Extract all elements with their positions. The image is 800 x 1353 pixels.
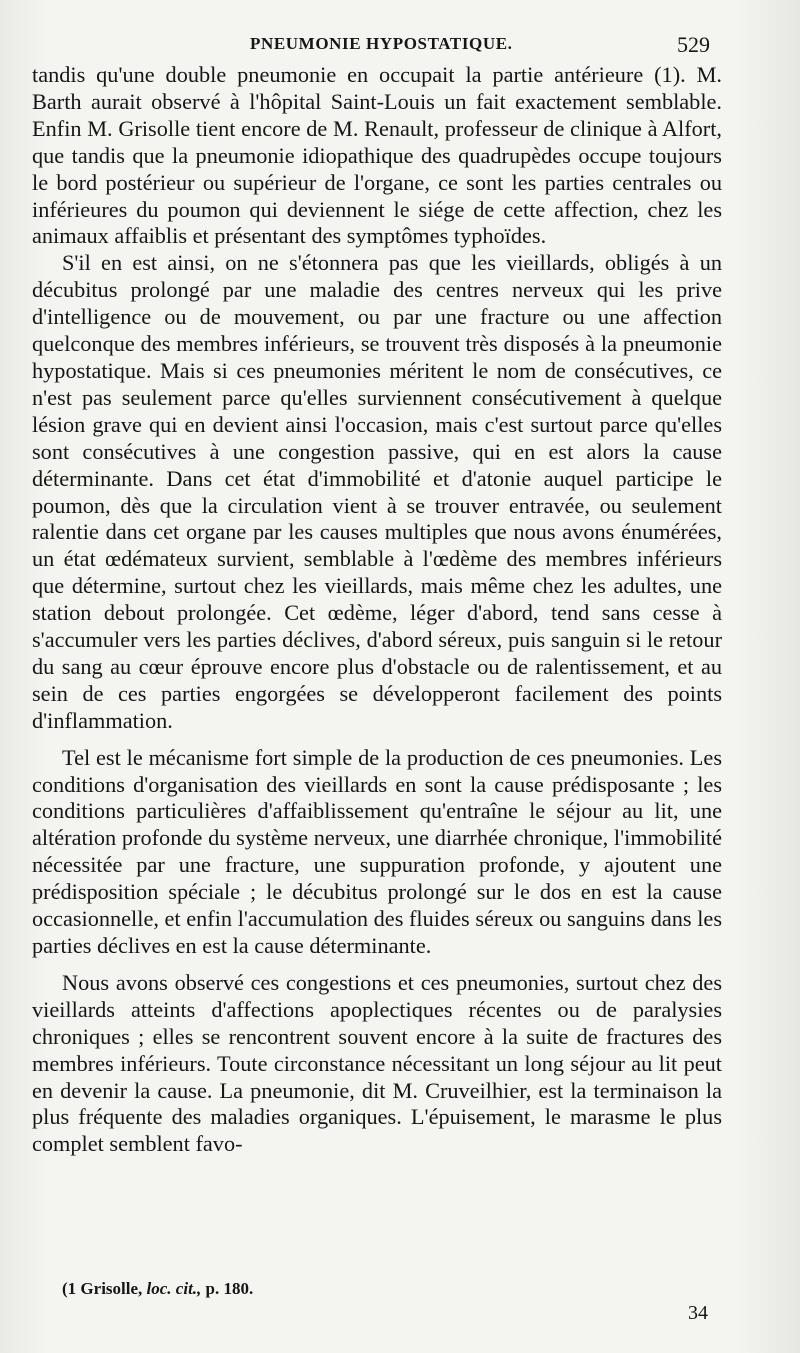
footnote: [62, 1279, 253, 1299]
footnote-reference: loc. cit.,: [146, 1279, 202, 1298]
footnote-marker: (1: [62, 1279, 77, 1298]
footnote-author: Grisolle,: [80, 1279, 143, 1298]
running-header: [32, 32, 718, 64]
paragraph-2: S'il en est ainsi, on ne s'étonnera pas que les vieillards, obligés à un décubitus prolongé par une maladie des centres nerveux qui les prive d'intelligence ou de mouvement, ou par une fracture ou une affection quelconque des membres inférieurs, se trouvent très disposés à la pneumonie hypostatique. Mais si ces pneumonies méritent le nom de consécutives, ce n'est pas seulement parce qu'elles surviennent consécutivement à quelque lésion grave qui en devient ainsi l'occasion, mais c'est surtout parce qu'elles sont consécutives à une congestion passive, qui en est alors la cause déterminante. Dans cet état d'immobilité et d'atonie auquel participe le poumon, dès que la circulation vient à se trouver entravée, ou seulement ralentie dans cet organe par les causes multiples que nous avons énumérées, un état œdémateux survient, semblable à l'œdème des membres inférieurs que détermine, surtout chez les vieillards, mais même chez les adultes, une station debout prolongée. Cet œdème, léger d'abord, tend sans cesse à s'accumuler vers les parties déclives, d'abord séreux, puis sanguin si le retour du sang au cœur éprouve encore plus d'obstacle ou de ralentissement, et au sein de ces parties engorgées se développeront facilement des points d'inflammation.: [32, 250, 722, 733]
signature-mark: 34: [688, 1302, 708, 1324]
paragraph-3: Tel est le mécanisme fort simple de la production de ces pneumonies. Les conditions d'organisation des vieillards en sont la cause prédisposante ; les conditions particulières d'affaiblissement qu'entraîne le séjour au lit, une altération profonde du système nerveux, une diarrhée chronique, l'immobilité nécessitée par une fracture, une suppuration profonde, y ajoutent une prédisposition spéciale ; le décubitus prolongé sur le dos en est la cause occasionnelle, et enfin l'accumulation des fluides séreux ou sanguins dans les parties déclives en est la cause déterminante.: [32, 744, 722, 958]
paragraph-4: Nous avons observé ces congestions et ces pneumonies, surtout chez des vieillards atteints d'affections apoplectiques récentes ou de paralysies chroniques ; elles se rencontrent souvent encore à la suite de fractures des membres inférieurs. Toute circonstance nécessitant un long séjour au lit peut en devenir la cause. La pneumonie, dit M. Cruveilhier, est la terminaison la plus fréquente des maladies organiques. L'épuisement, le marasme le plus complet semblent favo-: [32, 969, 722, 1157]
main-text: [32, 62, 722, 1158]
paragraph-1: tandis qu'une double pneumonie en occupait la partie antérieure (1). M. Barth aurait observé à l'hôpital Saint-Louis un fait exactement semblable. Enfin M. Grisolle tient encore de M. Renault, professeur de clinique à Alfort, que tandis que la pneumonie idiopathique des quadrupèdes occupe toujours le bord postérieur ou supérieur de l'organe, ce sont les parties centrales ou inférieures du poumon qui deviennent le siége de cette affection, chez les animaux affaiblis et présentant des symptômes typhoïdes.: [32, 62, 722, 249]
footnote-page: p. 180.: [205, 1279, 254, 1298]
running-title: PNEUMONIE HYPOSTATIQUE.: [250, 34, 513, 53]
page-number: 529: [677, 32, 710, 57]
